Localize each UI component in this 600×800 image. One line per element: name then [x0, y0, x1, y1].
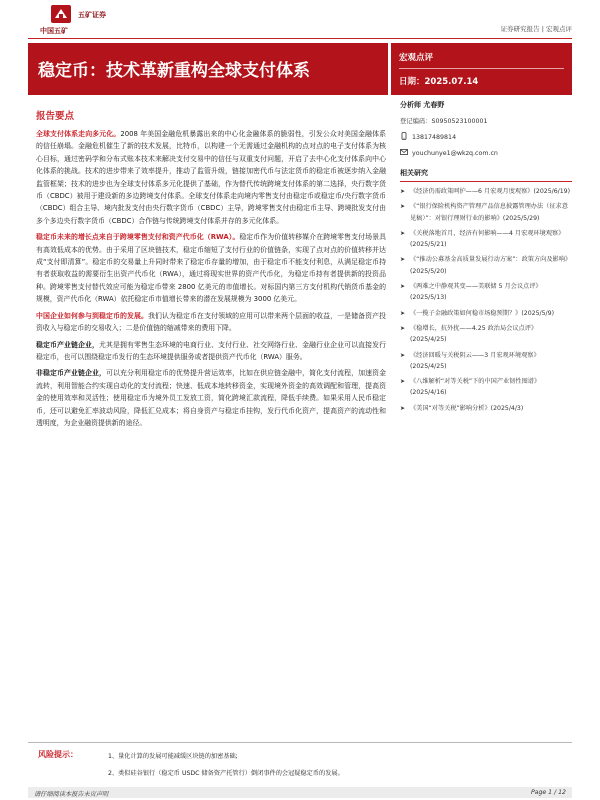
- list-item[interactable]: [400, 254, 572, 277]
- title-band: [28, 43, 388, 95]
- arrow-icon: ➤: [400, 378, 406, 386]
- risk-warning: [28, 742, 572, 777]
- paragraph-body: 2008 年美国金融危机暴露出来的中心化金融体系的脆弱性，引发公众对美国金融体系的信任崩塌。金融危机催生了新的技术发展，比特币，以构建一个无需通过金融机构的点对点的电子支付体系为核心目标，通过密码学和分布式账本技术来解决支付交易中的信任与双重支付问题，开启了去中心化支付体系向中心化体系的挑战。技术的进步带来了效率提升，推动了监管升级，链接加密代币与法定货币的稳定币被逐步纳入金融监管框架；技术的进步也为全球支付体系多元化提供了基础，作为替代传统跨境支付体系的第二选择，央行数字货币（CBDC）被用于建设新的多边跨境支付体系。全球支付体系走向境内零售支付由稳定币或稳定币/央行数字货币（CBDC）组合主导、境内批发支付由央行数字货币（CBDC）主导，跨境零售支付由稳定币主导、跨境批发支付由多个多边央行数字货币（CBDC）合作链与传统跨境支付体系并存的多元化体系。: [36, 130, 386, 225]
- risk-item: 1、量化计算的发展可能减缓区块链的加密基础;: [108, 753, 238, 760]
- related-title: 《经济仍需政策呵护——6 月宏观月度观察》(2025/6/19): [410, 188, 571, 195]
- arrow-icon: ➤: [400, 404, 406, 412]
- list-item[interactable]: [400, 201, 572, 224]
- sidebar: [400, 100, 572, 418]
- paragraph-body: 我们认为稳定币在支付领域的应用可以带来两个层面的收益，一是储备资产投资收入与稳定币的交易收入；二是价值链的缩减带来的费用下降。: [36, 311, 387, 333]
- summary-section: [36, 108, 386, 433]
- related-title: 《“推动公募基金高质量发展行动方案”：政策方向及影响》(2025/5/20): [410, 256, 572, 275]
- arrow-icon: ➤: [400, 256, 406, 264]
- related-title: 《“银行保险机构资产管理产品信息披露管理办法（征求意见稿）”：对银行理财行业的影响》(2025/5/29): [410, 203, 568, 222]
- related-title: 《两难之中静观其变——美联储 5 月会议点评》(2025/5/13): [410, 283, 542, 302]
- registration-label: 登记编码：: [400, 118, 432, 125]
- analyst-name: 分析师 尤春野: [400, 101, 445, 109]
- arrow-icon: ➤: [400, 324, 406, 332]
- list-item[interactable]: [400, 228, 572, 251]
- page-title: 稳定币：技术革新重构全球支付体系: [38, 61, 310, 81]
- paragraph-lead: 稳定币产业链企业，: [36, 340, 100, 349]
- list-item[interactable]: [400, 376, 572, 399]
- risk-label: 风险提示：: [38, 750, 78, 759]
- arrow-icon: ➤: [400, 203, 406, 211]
- page-number: Page 1 / 12: [530, 789, 566, 796]
- paragraph-body: 可以充分利用稳定币的优势提升营运效率，比如在供应链金融中，简化支付流程，加速资金流转，利用智能合约实现自动化的支付流程；快速、低成本地转移资金，实现境外资金的高效调配和管理，提高资金的使用效率和灵活性；使用稳定币为境外员工发放工资，简化跨境汇款流程，降低手续费。如果采用人民币稳定币，还可以避免汇率波动风险，降低汇兑成本；将自身资产与稳定币挂钩，发行代币化资产，提高资产的流动性和透明度，为企业融资提供新的途径。: [36, 369, 387, 427]
- related-title: 《关税落地首月，经济有何影响——4 月宏观环境观察》(2025/5/21): [410, 229, 565, 249]
- footer-disclaimer: 请仔细阅读本报告末页声明: [34, 791, 109, 798]
- report-category: 宏观点评: [399, 53, 434, 63]
- related-title: 《稳增长，抗外扰——4.25 政治局会议点评》(2025/4/25): [410, 324, 538, 344]
- list-item[interactable]: [400, 281, 572, 304]
- related-research-list: [400, 186, 572, 414]
- related-title: 《美国“对等关税”影响分析》(2025/4/3): [410, 404, 524, 412]
- related-title: 《经济回暖与关税阴云——3 月宏观环境观察》(2025/4/25): [410, 351, 540, 370]
- summary-paragraph: [36, 128, 386, 227]
- arrow-icon: ➤: [400, 229, 406, 237]
- company-name: 中国五矿: [40, 27, 68, 35]
- risk-list: [108, 748, 572, 782]
- side-band: [391, 43, 572, 95]
- summary-paragraph: [36, 310, 386, 335]
- analyst-email: [400, 146, 572, 162]
- arrow-icon: ➤: [400, 188, 406, 195]
- header-divider: [28, 38, 572, 39]
- list-item[interactable]: [400, 350, 572, 373]
- list-item[interactable]: [400, 308, 572, 319]
- summary-paragraph: [36, 231, 386, 305]
- paragraph-lead: 中国企业如何参与到稳定币的发展。: [36, 311, 149, 320]
- summary-heading: 报告要点: [36, 111, 75, 122]
- paragraph-lead: 非稳定币产业链企业，: [36, 369, 107, 378]
- arrow-icon: ➤: [400, 283, 406, 291]
- paragraph-body: 稳定币作为价值转移媒介在跨境零售支付场景具有高效低成本的优势。由于采用了区块链技术，稳定币缩短了支付行业的价值链条，实现了点对点的价值转移并达成“支付即清算”。稳定币的交易量上升同时带来了稳定币存量的增加，由于稳定币不能支付利息，从满足稳定币持有者获取收益的需要衍生出资产代币化（RWA），通过将现实世界的资产代币化，为稳定币持有者提供新的投资品种。跨境零售支付替代效应可能为稳定币带来 2800 亿美元的市值增长。对标国内第三方支付机构代销货币基金的规模，资产代币化（RWA）依托稳定币市值增长带来的潜在发展规模为 3000 亿美元。: [36, 233, 386, 304]
- page-footer: [0, 784, 600, 800]
- footer-bar: [28, 787, 572, 798]
- securities-name: 五矿证券: [78, 11, 106, 19]
- analyst-phone: [400, 130, 572, 146]
- risk-item: 2、类似硅谷银行（稳定币 USDC 储备资产托管行）倒闭事件的会冠疑稳定币的发展。: [108, 770, 344, 777]
- report-type: 证券研究报告 | 宏观点评: [500, 25, 572, 33]
- date-label: 日期：: [399, 77, 425, 87]
- phone-number: 13817489814: [412, 134, 457, 141]
- summary-paragraph: [36, 367, 386, 429]
- list-item[interactable]: [400, 403, 572, 414]
- phone-icon: [400, 132, 408, 140]
- date-value: 2025.07.14: [424, 77, 479, 87]
- report-date: [399, 75, 478, 87]
- email-icon: [400, 148, 408, 156]
- list-item[interactable]: [400, 323, 572, 346]
- related-research-heading: 相关研究: [400, 168, 572, 182]
- summary-paragraph: [36, 339, 386, 364]
- paragraph-body: 尤其是拥有零售生态环境的电商行业、支付行业、社交网络行业、金融行业企业可以直接发行稳定币，也可以围绕稳定币发行的生态环境提供服务或者提供资产代币化（RWA）服务。: [36, 340, 387, 361]
- list-item[interactable]: [400, 186, 572, 197]
- arrow-icon: ➤: [400, 309, 406, 317]
- paragraph-lead: 稳定币未来的增长点来自于跨境零售支付和资产代币化（RWA）。: [36, 233, 240, 242]
- related-title: 《八维解析“对等关税”下的中国产业韧性图谱》(2025/4/16): [410, 378, 541, 397]
- paragraph-lead: 全球支付体系走向多元化。: [36, 130, 121, 138]
- arrow-icon: ➤: [400, 351, 406, 359]
- side-band-divider: [399, 68, 564, 69]
- related-title: 《一揽子金融政策如何稳市场稳预期？》(2025/5/9): [410, 309, 554, 317]
- page-header: [0, 0, 600, 40]
- email-address[interactable]: youchunye1@wkzq.com.cn: [412, 150, 498, 157]
- company-logo-icon: [50, 4, 72, 24]
- analyst-registration: [400, 114, 572, 130]
- registration-number: S0950523100001: [431, 118, 488, 125]
